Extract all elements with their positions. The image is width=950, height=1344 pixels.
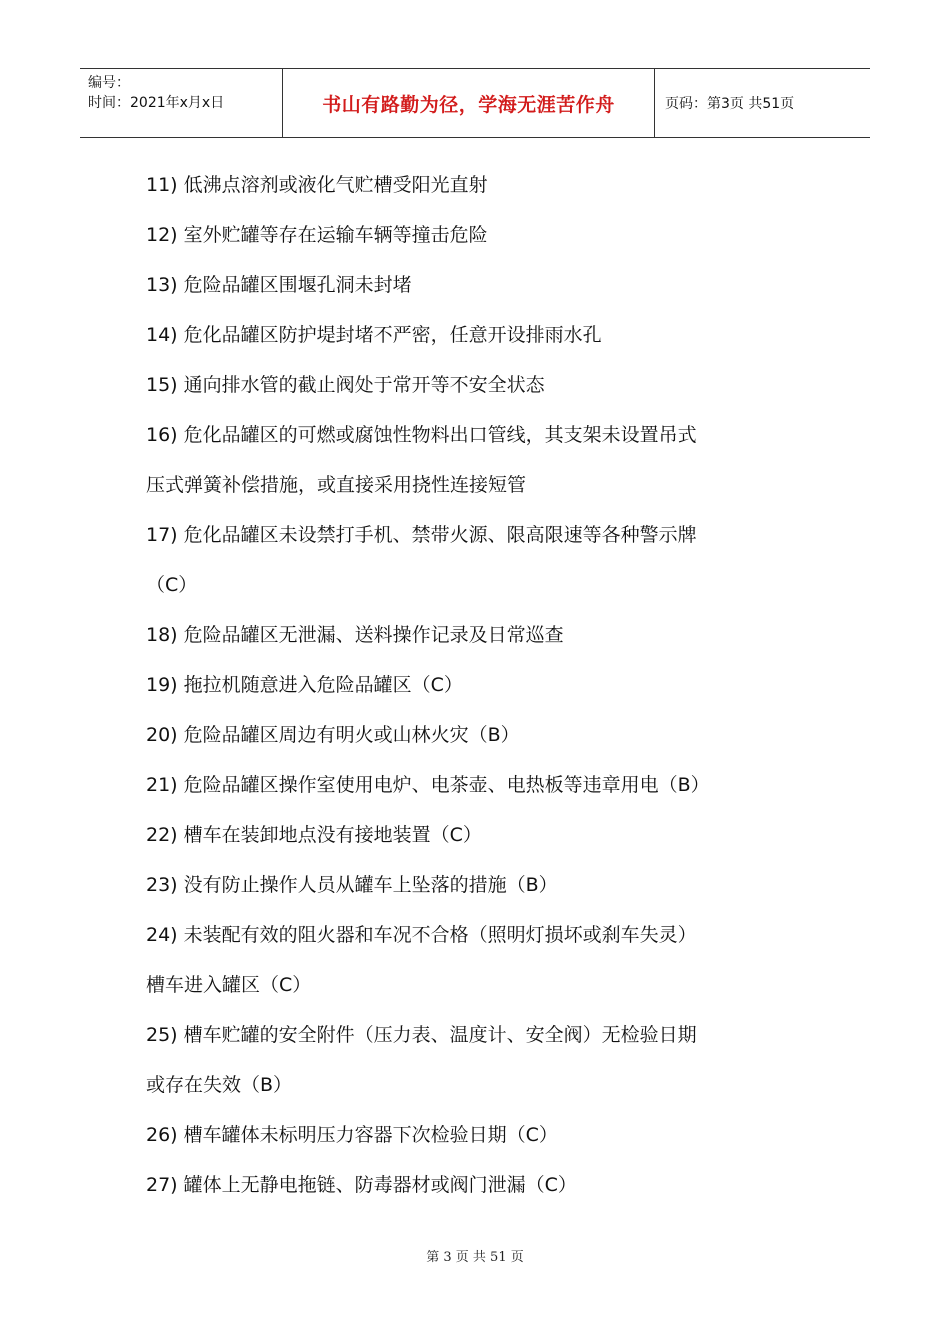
body-line: 18) 危险品罐区无泄漏、送料操作记录及日常巡查 <box>146 624 564 646</box>
header-page-info: 页码：第3页 共51页 <box>665 96 795 112</box>
body-line: 25) 槽车贮罐的安全附件（压力表、温度计、安全阀）无检验日期 <box>146 1024 697 1046</box>
body-line: 19) 拖拉机随意进入危险品罐区（C） <box>146 674 463 696</box>
body-line: 14) 危化品罐区防护堤封堵不严密，任意开设排雨水孔 <box>146 324 602 346</box>
header-meta <box>80 69 283 137</box>
body-line: 24) 未装配有效的阻火器和车况不合格（照明灯损坏或刹车失灵） <box>146 924 697 946</box>
body-line: 15) 通向排水管的截止阀处于常开等不安全状态 <box>146 374 545 396</box>
body-line: （C） <box>146 574 198 596</box>
header-page-cell <box>655 69 870 137</box>
body-line: 13) 危险品罐区围堰孔洞未封堵 <box>146 274 412 296</box>
body-line: 26) 槽车罐体未标明压力容器下次检验日期（C） <box>146 1124 558 1146</box>
body-line: 21) 危险品罐区操作室使用电炉、电茶壶、电热板等违章用电（B） <box>146 774 710 796</box>
body-line: 16) 危化品罐区的可燃或腐蚀性物料出口管线，其支架未设置吊式 <box>146 424 697 446</box>
body-line: 槽车进入罐区（C） <box>146 974 312 996</box>
body-line: 压式弹簧补偿措施，或直接采用挠性连接短管 <box>146 474 527 496</box>
body-line: 或存在失效（B） <box>146 1074 293 1096</box>
motto: 书山有路勤为径，学海无涯苦作舟 <box>322 93 615 116</box>
document-body <box>146 160 826 1210</box>
body-line: 11) 低沸点溶剂或液化气贮槽受阳光直射 <box>146 174 488 196</box>
page-footer: 第 3 页 共 51 页 <box>426 1250 524 1265</box>
document-date: 时间：2021年x月x日 <box>88 95 225 111</box>
body-line: 27) 罐体上无静电拖链、防毒器材或阀门泄漏（C） <box>146 1174 577 1196</box>
body-line: 12) 室外贮罐等存在运输车辆等撞击危险 <box>146 224 488 246</box>
body-line: 23) 没有防止操作人员从罐车上坠落的措施（B） <box>146 874 558 896</box>
document-number-label: 编号： <box>88 75 130 91</box>
page-header <box>80 68 870 138</box>
header-motto-cell <box>283 69 655 137</box>
body-line: 22) 槽车在装卸地点没有接地装置（C） <box>146 824 482 846</box>
body-line: 20) 危险品罐区周边有明火或山林火灾（B） <box>146 724 520 746</box>
body-line: 17) 危化品罐区未设禁打手机、禁带火源、限高限速等各种警示牌 <box>146 524 697 546</box>
